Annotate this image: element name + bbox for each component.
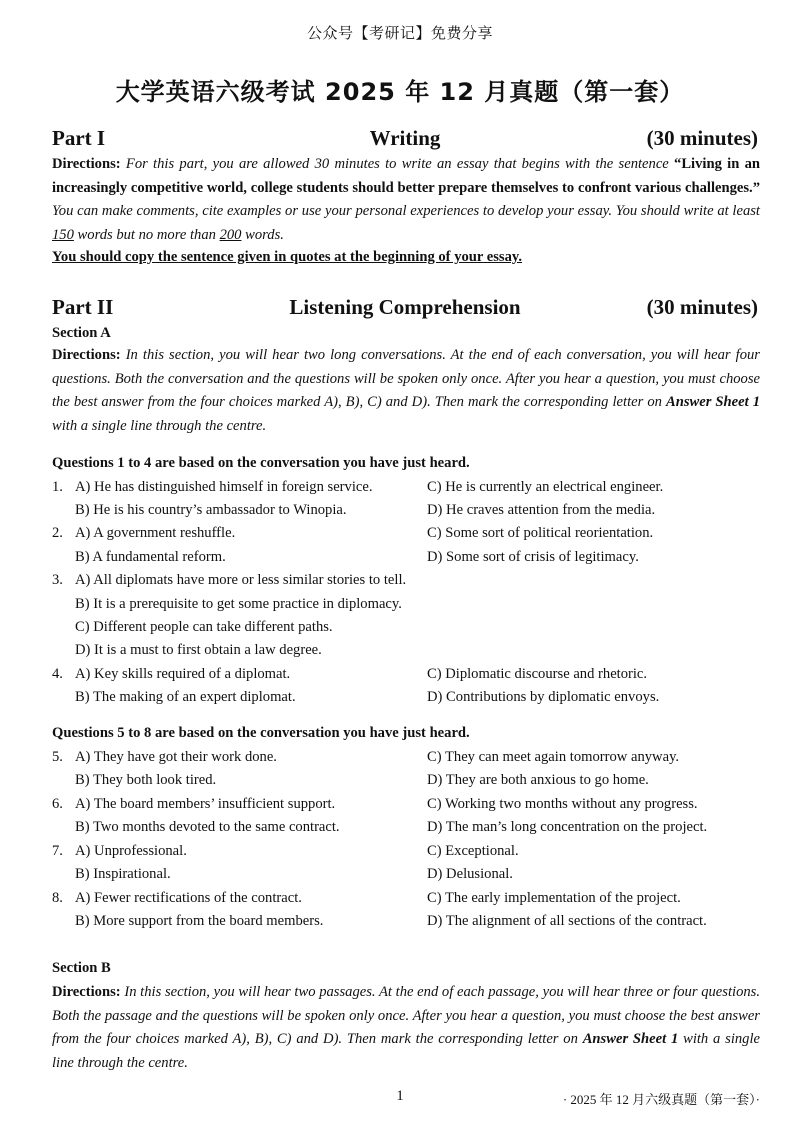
part1-directions-text2: You can make comments, cite examples or use your personal experiences to develop your essay. You should write at least <box>52 203 760 220</box>
question-5-option-d: D) They are both anxious to go home. <box>427 772 649 788</box>
question-3-option-c: C) Different people can take different paths. <box>75 619 333 635</box>
questions-5-8-heading: Questions 5 to 8 are based on the conversation you have just heard. <box>52 725 470 741</box>
part1-directions <box>52 153 760 247</box>
question-8-option-b: B) More support from the board members. <box>75 913 324 929</box>
page-header: 公众号【考研记】免费分享 <box>306 26 493 42</box>
question-1-option-a: A) He has distinguished himself in foreign service. <box>75 479 373 495</box>
page-title: 大学英语六级考试 2025 年 12 月真题（第一套） <box>115 78 685 106</box>
question-4-option-b: B) The making of an expert diplomat. <box>75 689 296 705</box>
question-number: 7. <box>52 843 63 859</box>
question-number: 3. <box>52 572 63 588</box>
question-7-option-b: B) Inspirational. <box>75 866 171 882</box>
section-a-directions-label: Directions: <box>52 347 121 363</box>
footer-exam-label: · 2025 年 12 月六级真题（第一套）· <box>562 1092 760 1107</box>
question-number: 8. <box>52 890 63 906</box>
section-b-directions <box>52 981 760 1075</box>
part1-min-words: 150 <box>52 226 74 243</box>
question-1-option-d: D) He craves attention from the media. <box>427 502 656 518</box>
page-number: 1 <box>396 1088 404 1104</box>
section-b-heading: Section B <box>52 960 111 976</box>
question-3-option-b: B) It is a prerequisite to get some practice in diplomacy. <box>75 596 402 612</box>
question-6-option-a: A) The board members’ insufficient support. <box>75 796 336 812</box>
question-2-option-a: A) A government reshuffle. <box>75 525 236 541</box>
question-number: 1. <box>52 479 63 495</box>
question-4-option-c: C) Diplomatic discourse and rhetoric. <box>427 666 648 682</box>
part2-time: (30 minutes) <box>646 295 758 319</box>
question-7-option-d: D) Delusional. <box>427 866 513 882</box>
question-number: 2. <box>52 525 63 541</box>
question-2-option-b: B) A fundamental reform. <box>75 549 226 565</box>
question-6-option-b: B) Two months devoted to the same contract. <box>75 819 340 835</box>
question-6-option-c: C) Working two months without any progress. <box>427 796 698 812</box>
questions-1-4-heading: Questions 1 to 4 are based on the conversation you have just heard. <box>52 455 470 471</box>
question-8-option-c: C) The early implementation of the project. <box>427 890 681 906</box>
section-a-directions-text2: with a single line through the centre. <box>52 417 267 434</box>
section-b-answer-sheet: Answer Sheet 1 <box>582 1031 679 1048</box>
question-4-option-a: A) Key skills required of a diplomat. <box>75 666 291 682</box>
section-a-answer-sheet: Answer Sheet 1 <box>665 394 760 411</box>
question-2-option-d: D) Some sort of crisis of legitimacy. <box>427 549 639 565</box>
part1-directions-text4: words. <box>241 226 284 243</box>
question-3-option-d: D) It is a must to first obtain a law degree. <box>75 642 322 658</box>
section-b-directions-text2: with a single line through the centre. <box>52 1031 760 1071</box>
question-number: 4. <box>52 666 63 682</box>
part1-note: You should copy the sentence given in quotes at the beginning of your essay. <box>52 249 523 265</box>
part1-directions-label: Directions: <box>52 156 121 172</box>
question-3-option-a: A) All diplomats have more or less similar stories to tell. <box>75 572 407 588</box>
question-7-option-a: A) Unprofessional. <box>75 843 187 859</box>
part2-name: Listening Comprehension <box>289 295 521 319</box>
question-5-option-b: B) They both look tired. <box>75 772 217 788</box>
question-4-option-d: D) Contributions by diplomatic envoys. <box>427 689 660 705</box>
section-a-heading: Section A <box>52 325 111 341</box>
part1-heading <box>52 126 758 156</box>
question-6-option-d: D) The man’s long concentration on the project. <box>427 819 708 835</box>
question-5-option-a: A) They have got their work done. <box>75 749 277 765</box>
part1-label: Part I <box>52 126 106 150</box>
part1-prompt-quote: “Living in an increasingly competitive world, college students should better prepare themselves to confront various challenges.” <box>52 156 760 196</box>
question-number: 5. <box>52 749 63 765</box>
question-1-option-c: C) He is currently an electrical engineer. <box>427 479 664 495</box>
question-7-option-c: C) Exceptional. <box>427 843 519 859</box>
section-a-directions <box>52 344 760 438</box>
section-b-directions-text1: In this section, you will hear two passages. At the end of each passage, you will hear three or four questions. Both the passage and the questions will be spoken only once. After you hear a question, you must choose the best answer from the four choices marked A), B), C) and D). Then mark the corresponding letter on <box>52 984 760 1048</box>
part1-directions-text3: words but no more than <box>73 226 220 243</box>
part2-heading <box>52 295 758 325</box>
section-b-directions-label: Directions: <box>52 984 121 1000</box>
question-number: 6. <box>52 796 63 812</box>
question-2-option-c: C) Some sort of political reorientation. <box>427 525 654 541</box>
part1-max-words: 200 <box>219 226 242 243</box>
question-8-option-d: D) The alignment of all sections of the contract. <box>427 913 707 929</box>
part1-name: Writing <box>369 126 441 150</box>
section-a-directions-text1: In this section, you will hear two long conversations. At the end of each conversation, you will hear four questions. Both the conversation and the questions will be spoken only once. After you hear a question, you must choose the best answer from the four choices marked A), B), C) and D). Then mark the corresponding letter on <box>52 347 760 411</box>
part2-label: Part II <box>52 295 114 319</box>
question-1-option-b: B) He is his country’s ambassador to Winopia. <box>75 502 347 518</box>
part1-time: (30 minutes) <box>646 126 758 150</box>
part1-directions-text1: For this part, you are allowed 30 minutes to write an essay that begins with the sentence <box>120 156 675 172</box>
question-5-option-c: C) They can meet again tomorrow anyway. <box>427 749 680 765</box>
question-8-option-a: A) Fewer rectifications of the contract. <box>75 890 302 906</box>
